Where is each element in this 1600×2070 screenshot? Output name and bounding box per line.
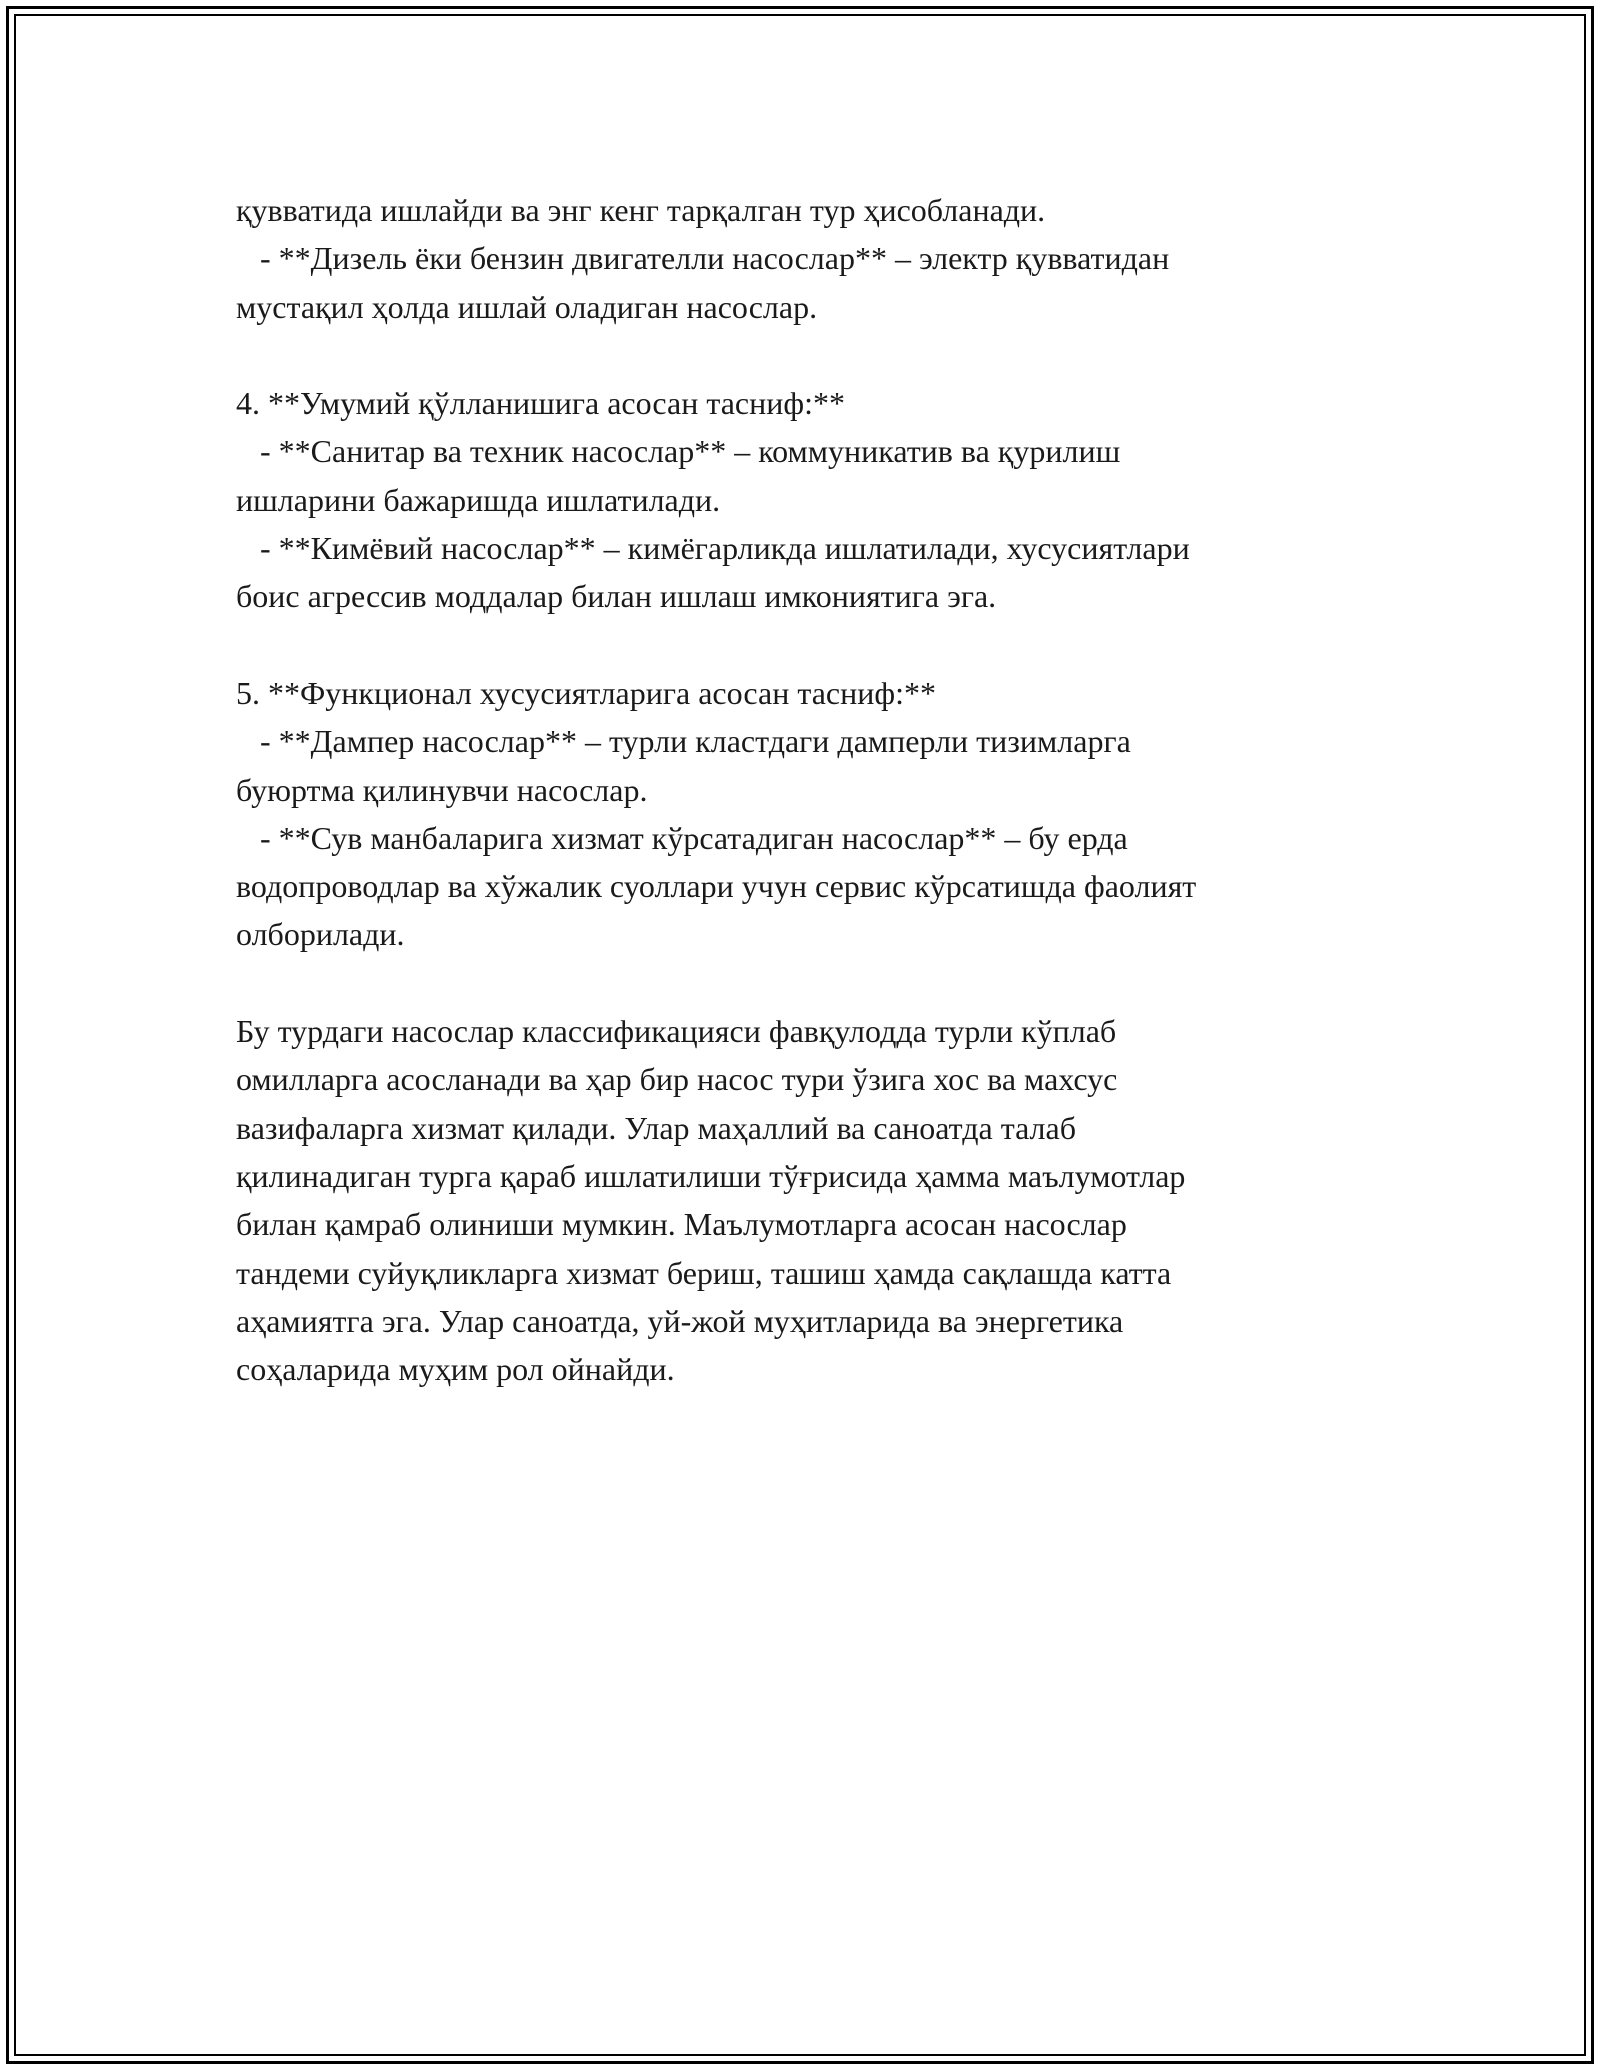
conclusion-paragraph	[236, 1007, 1366, 1393]
paragraph-gap	[236, 959, 1366, 1007]
text-line: омилларга асосланади ва ҳар бир насос тури ўзига хос ва махсус	[236, 1061, 1118, 1098]
section-heading: 5. **Функционал хусусиятларига асосан тасниф:**	[236, 674, 936, 711]
document-body	[236, 186, 1366, 1393]
text-line: билан қамраб олиниши мумкин. Маълумотларга асосан насослар	[236, 1206, 1127, 1243]
section-5	[236, 669, 1366, 959]
section-heading: 4. **Умумий қўлланишига асосан тасниф:**	[236, 385, 845, 422]
text-line: - **Сув манбаларига хизмат кўрсатадиган насослар** – бу ерда	[236, 819, 1128, 856]
text-line: аҳамиятга эга. Улар саноатда, уй-жой муҳитларида ва энергетика	[236, 1302, 1124, 1339]
text-line: соҳаларида муҳим рол ойнайди.	[236, 1351, 675, 1388]
text-line: - **Дампер насослар** – турли кластдаги дамперли тизимларга	[236, 723, 1131, 760]
text-line: боис агрессив моддалар билан ишлаш имкониятига эга.	[236, 578, 997, 615]
text-line: - **Санитар ва техник насослар** – коммуникатив ва қурилиш	[236, 433, 1121, 470]
text-line: буюртма қилинувчи насослар.	[236, 771, 648, 808]
text-line: қилинадиган турга қараб ишлатилиши тўғрисида ҳамма маълумотлар	[236, 1157, 1186, 1194]
section-4	[236, 379, 1366, 620]
text-line: вазифаларга хизмат қилади. Улар маҳаллий ва саноатда талаб	[236, 1109, 1076, 1146]
paragraph-gap	[236, 331, 1366, 379]
text-line: олборилади.	[236, 916, 405, 953]
text-line: - **Дизель ёки бензин двигателли насослар** – электр қувватидан	[236, 240, 1170, 277]
text-line: мустақил ҳолда ишлай оладиган насослар.	[236, 288, 818, 325]
paragraph-gap	[236, 621, 1366, 669]
text-line: водопроводлар ва хўжалик суоллари учун сервис кўрсатишда фаолият	[236, 868, 1197, 905]
text-line: қувватида ишлайди ва энг кенг тарқалган тур ҳисобланади.	[236, 192, 1046, 228]
intro-paragraph	[236, 186, 1366, 331]
text-line: Бу турдаги насослар классификацияси фавқулодда турли кўплаб	[236, 1013, 1117, 1050]
text-line: тандеми суйуқликларга хизмат бериш, ташиш ҳамда сақлашда катта	[236, 1254, 1172, 1291]
text-line: ишларини бажаришда ишлатилади.	[236, 481, 721, 518]
text-line: - **Кимёвий насослар** – кимёгарликда ишлатилади, хусусиятлари	[236, 530, 1190, 567]
